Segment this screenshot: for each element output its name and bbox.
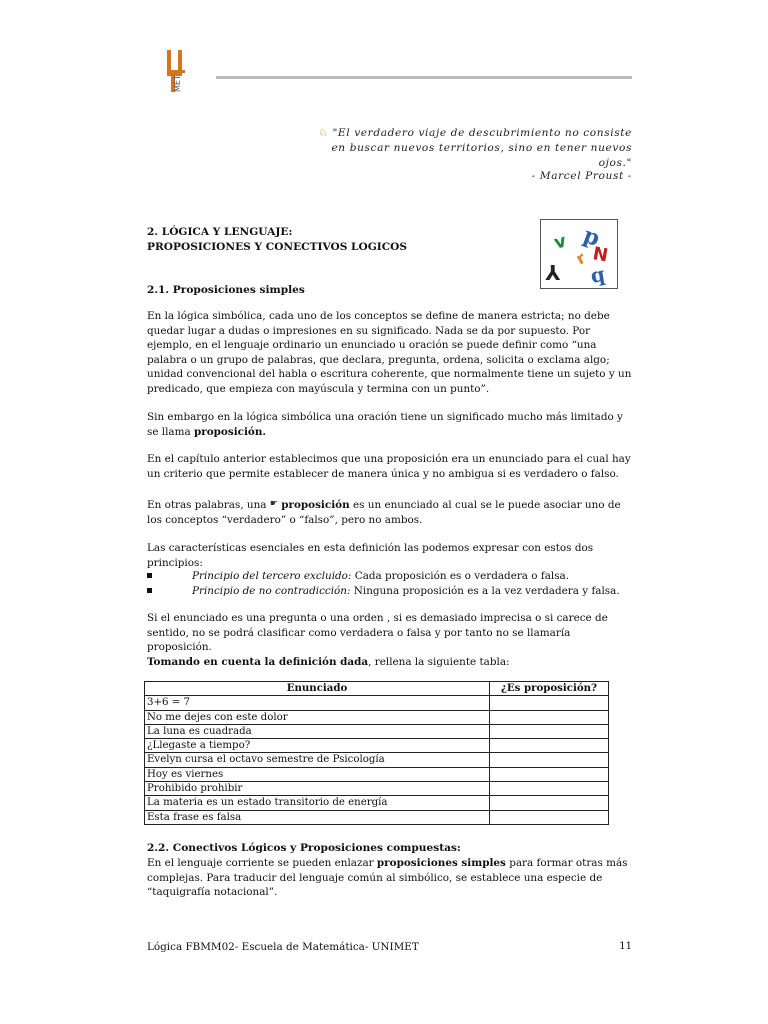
table-row [145, 696, 609, 710]
paragraph-1: En la lógica simbólica, cada uno de los conceptos se define de manera estricta; no debe quedar lugar a dudas o impresiones en su significado. Nada se da por supuesto. Por ejemplo, en el lenguaje ordinario un enunciado u oración se puede definir como “una palabra o un grupo de palabras, que declara, pregunta, ordena, solicita o exclama algo; unidad convencional del habla o escritura coherente, que normalmente tiene un sujeto y un predicado, que empieza con mayúscula y termina con un punto”. [147, 310, 632, 395]
principle-term: Principio de no contradicción: [192, 584, 351, 597]
principle-text: Cada proposición es o verdadera o falsa. [351, 570, 570, 582]
principles-list [147, 569, 633, 598]
section-title [147, 225, 467, 255]
paragraph-7-bold: Tomando en cuenta la definición dada [147, 656, 369, 668]
bullet-icon [147, 588, 152, 593]
answer-cell[interactable] [490, 724, 609, 738]
paragraph-8-pre: En el lenguaje corriente se pueden enlazar [147, 857, 374, 869]
answer-cell[interactable] [490, 796, 609, 810]
answer-cell[interactable] [490, 810, 609, 824]
statement-cell: La materia es un estado transitorio de energía [145, 796, 490, 810]
paragraph-4-post: es un enunciado al cual se le puede asociar uno de los conceptos “verdadero” o “falso”, pero no ambos. [147, 499, 621, 526]
paragraph-4-term: proposición [281, 499, 350, 511]
table-row [145, 753, 609, 767]
principle-text: Ninguna proposición es a la vez verdadera y falsa. [350, 584, 620, 597]
subsection-title: 2.1. Proposiciones simples [147, 284, 305, 296]
svg-text:r: r [572, 248, 589, 269]
svg-text:q: q [588, 261, 607, 288]
paragraph-3: En el capítulo anterior establecimos que una proposición era un enunciado para el cual hay un criterio que permite establecer de manera única y no ambigua si es verdadero o falso. [147, 453, 631, 480]
paragraph-6: Si el enunciado es una pregunta o una orden , si es demasiado imprecisa o si carece de sentido, no se podrá clasificar como verdadera o falsa y por tanto no se llamaría proposición. [147, 612, 608, 654]
statement-cell: 3+6 = 7 [145, 696, 490, 710]
statement-cell: Evelyn cursa el octavo semestre de Psicología [145, 753, 490, 767]
letters-illustration [540, 219, 618, 289]
answer-cell[interactable] [490, 696, 609, 710]
paragraph-8 [147, 856, 633, 900]
paragraph-7 [147, 655, 633, 670]
table-header-row [145, 682, 609, 696]
svg-text:N: N [591, 243, 610, 267]
header-enunciado: Enunciado [145, 682, 490, 696]
svg-text:Y: Y [545, 260, 560, 284]
proposition-table [144, 681, 609, 825]
table-row [145, 724, 609, 738]
svg-text:MET: MET [173, 75, 182, 92]
quote-author: - Marcel Proust - [531, 170, 632, 182]
quote-marker-icon: ♘ [318, 127, 329, 139]
paragraph-2-text: Sin embargo en la lógica simbólica una oración tiene un significado mucho más limitado y se llama [147, 411, 623, 438]
table-row [145, 710, 609, 724]
paragraph-4-pre: En otras palabras, una [147, 499, 267, 511]
list-item [147, 584, 633, 599]
quote-line-2: en buscar nuevos territorios, sino en tener nuevos ojos." [331, 142, 632, 169]
epigraph-quote [300, 126, 632, 171]
paragraph-5: Las características esenciales en esta definición las podemos expresar con estos dos principios: [147, 542, 594, 569]
table-row [145, 767, 609, 781]
answer-cell[interactable] [490, 753, 609, 767]
statement-cell: Prohibido prohibir [145, 782, 490, 796]
answer-cell[interactable] [490, 739, 609, 753]
answer-cell[interactable] [490, 782, 609, 796]
svg-text:p: p [579, 222, 604, 252]
paragraph-8-post: para formar otras más complejas. Para traducir del lenguaje común al simbólico, se establece una especie de “taquigrafía notacional”. [147, 857, 628, 899]
section-title-line-2: PROPOSICIONES Y CONECTIVOS LOGICOS [147, 241, 408, 253]
pointing-hand-icon: ☛ [269, 499, 278, 509]
page-number: 11 [619, 941, 632, 952]
statement-cell: La luna es cuadrada [145, 724, 490, 738]
answer-cell[interactable] [490, 767, 609, 781]
paragraph-2 [147, 410, 633, 439]
svg-text:v: v [551, 230, 569, 254]
table-row [145, 739, 609, 753]
table-row [145, 796, 609, 810]
paragraph-7-rest: , rellena la siguiente tabla: [368, 656, 510, 668]
paragraph-8-term: proposiciones simples [376, 857, 506, 869]
quote-line-1: "El verdadero viaje de descubrimiento no consiste [332, 127, 632, 139]
statement-cell: Esta frase es falsa [145, 810, 490, 824]
statement-cell: Hoy es viernes [145, 767, 490, 781]
bullet-icon [147, 573, 152, 578]
statement-cell: ¿Llegaste a tiempo? [145, 739, 490, 753]
footer-text: Lógica FBMM02- Escuela de Matemática- UNIMET [147, 941, 419, 953]
statement-cell: No me dejes con este dolor [145, 710, 490, 724]
principle-term: Principio del tercero excluido: [192, 570, 352, 582]
header-rule [216, 76, 632, 79]
paragraph-4 [147, 497, 633, 527]
table-row [145, 810, 609, 824]
table-row [145, 782, 609, 796]
list-item [147, 569, 633, 584]
unimet-logo [166, 48, 194, 94]
section-title-line-1: 2. LÓGICA Y LENGUAJE: [147, 226, 293, 238]
paragraph-2-term: proposición. [194, 425, 267, 438]
header-es-proposicion: ¿Es proposición? [490, 682, 609, 696]
answer-cell[interactable] [490, 710, 609, 724]
subsection-2-title: 2.2. Conectivos Lógicos y Proposiciones compuestas: [147, 842, 461, 854]
